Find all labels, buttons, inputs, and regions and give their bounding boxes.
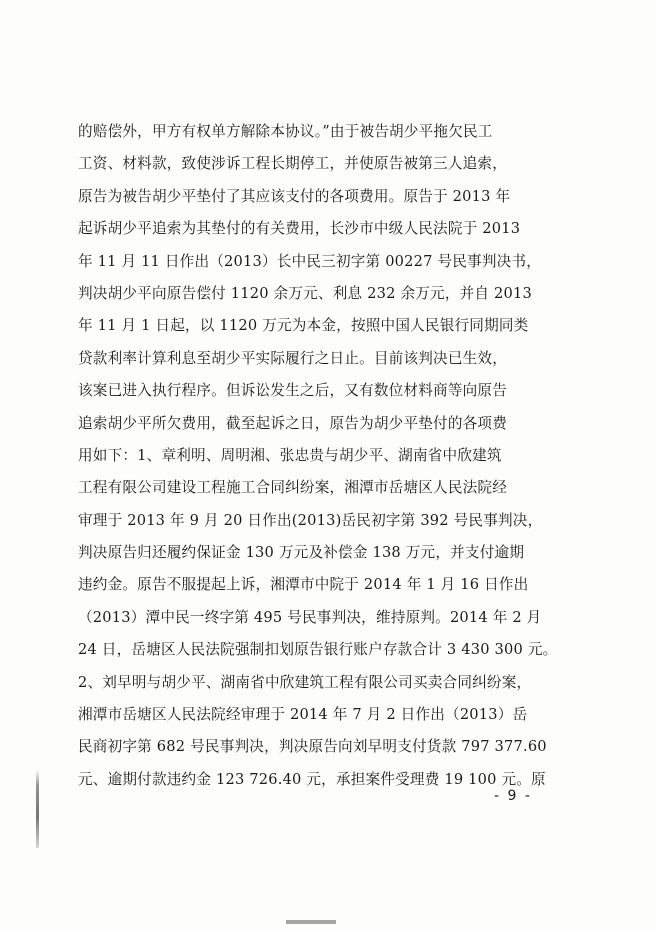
page-number: - 9 - <box>494 788 532 804</box>
text-line: 工资、材料款，致使涉诉工程长期停工，并使原告被第三人追索， <box>78 155 508 173</box>
text-line: 用如下：1、章利明、周明湘、张忠贵与胡少平、湖南省中欣建筑 <box>78 446 502 464</box>
text-line: 元、逾期付款违约金 123 726.40 元，承担案件受理费 19 100 元。原 <box>78 770 546 788</box>
text-line: 原告为被告胡少平垫付了其应该支付的各项费用。原告于 2013 年 <box>78 187 511 205</box>
text-line: 判决原告归还履约保证金 130 万元及补偿金 138 万元，并支付逾期 <box>78 544 525 562</box>
text-line: 起诉胡少平追索为其垫付的有关费用，长沙市中级人民法院于 2013 <box>78 220 521 238</box>
text-line: 违约金。原告不服提起上诉，湘潭市中院于 2014 年 1 月 16 日作出 <box>78 576 529 594</box>
scan-binding-mark <box>36 770 39 848</box>
text-line: （2013）潭中民一终字第 495 号民事判决，维持原判。2014 年 2 月 <box>78 608 542 626</box>
scan-bottom-mark <box>286 920 336 924</box>
text-line: 2、刘早明与胡少平、湖南省中欣建筑工程有限公司买卖合同纠纷案， <box>78 673 532 691</box>
text-line: 判决胡少平向原告偿付 1120 余万元、利息 232 余万元，并自 2013 <box>78 284 532 302</box>
text-line: 年 11 月 1 日起，以 1120 万元为本金，按照中国人民银行同期同类 <box>78 317 529 335</box>
text-line: 的赔偿外，甲方有权单方解除本协议。”由于被告胡少平拖欠民工 <box>78 123 493 140</box>
text-line: 追索胡少平所欠费用，截至起诉之日，原告为胡少平垫付的各项费 <box>78 414 508 432</box>
text-line: 年 11 月 11 日作出（2013）长中民三初字第 00227 号民事判决书， <box>78 252 542 270</box>
text-line: 24 日，岳塘区人民法院强制扣划原告银行账户存款合计 3 430 300 元。 <box>78 641 558 659</box>
text-line: 审理于 2013 年 9 月 20 日作出(2013)岳民初字第 392 号民事判决， <box>78 511 543 529</box>
text-line: 湘潭市岳塘区人民法院经审理于 2014 年 7 月 2 日作出（2013）岳 <box>78 706 528 724</box>
text-line: 该案已进入执行程序。但诉讼发生之后，又有数位材料商等向原告 <box>78 382 508 400</box>
text-line: 民商初字第 682 号民事判决，判决原告向刘早明支付货款 797 377.60 <box>78 738 547 756</box>
text-line: 工程有限公司建设工程施工合同纠纷案，湘潭市岳塘区人民法院经 <box>78 479 508 497</box>
text-line: 贷款利率计算利息至胡少平实际履行之日止。目前该判决已生效， <box>78 349 508 367</box>
body-text <box>78 116 558 796</box>
